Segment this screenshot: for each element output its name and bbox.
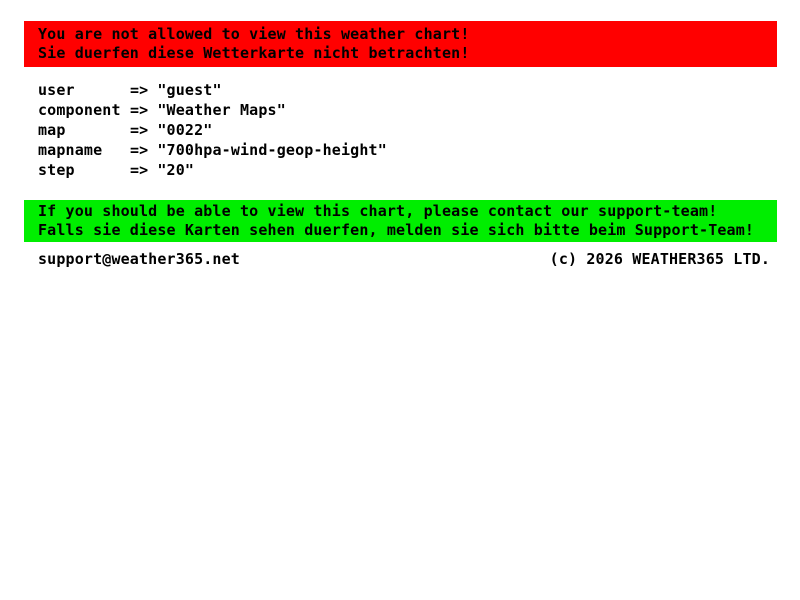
detail-row-mapname (38, 140, 387, 160)
request-details (38, 80, 387, 180)
detail-row-user (38, 80, 387, 100)
support-message-de: Falls sie diese Karten sehen duerfen, melden sie sich bitte beim Support-Team! (38, 221, 755, 239)
detail-value: "0022" (157, 121, 213, 139)
detail-key: step (38, 161, 75, 179)
detail-value: "guest" (157, 81, 222, 99)
arrow-glyph: => (130, 101, 149, 119)
support-message-en: If you should be able to view this chart, please contact our support-team! (38, 202, 718, 220)
arrow-glyph: => (130, 121, 149, 139)
detail-row-component (38, 100, 387, 120)
detail-key: mapname (38, 141, 103, 159)
denied-message-de: Sie duerfen diese Wetterkarte nicht betrachten! (38, 44, 470, 62)
arrow-glyph: => (130, 81, 149, 99)
arrow-glyph: => (130, 161, 149, 179)
denied-banner (24, 21, 777, 67)
detail-row-step (38, 160, 387, 180)
detail-value: "700hpa-wind-geop-height" (157, 141, 387, 159)
copyright-notice: (c) 2026 WEATHER365 LTD. (549, 250, 770, 268)
detail-key: map (38, 121, 66, 139)
support-banner (24, 200, 777, 242)
detail-value: "20" (157, 161, 195, 179)
detail-key: component (38, 101, 121, 119)
detail-value: "Weather Maps" (157, 101, 286, 119)
support-email: support@weather365.net (38, 250, 240, 268)
arrow-glyph: => (130, 141, 149, 159)
detail-row-map (38, 120, 387, 140)
denied-message-en: You are not allowed to view this weather chart! (38, 25, 470, 43)
detail-key: user (38, 81, 75, 99)
